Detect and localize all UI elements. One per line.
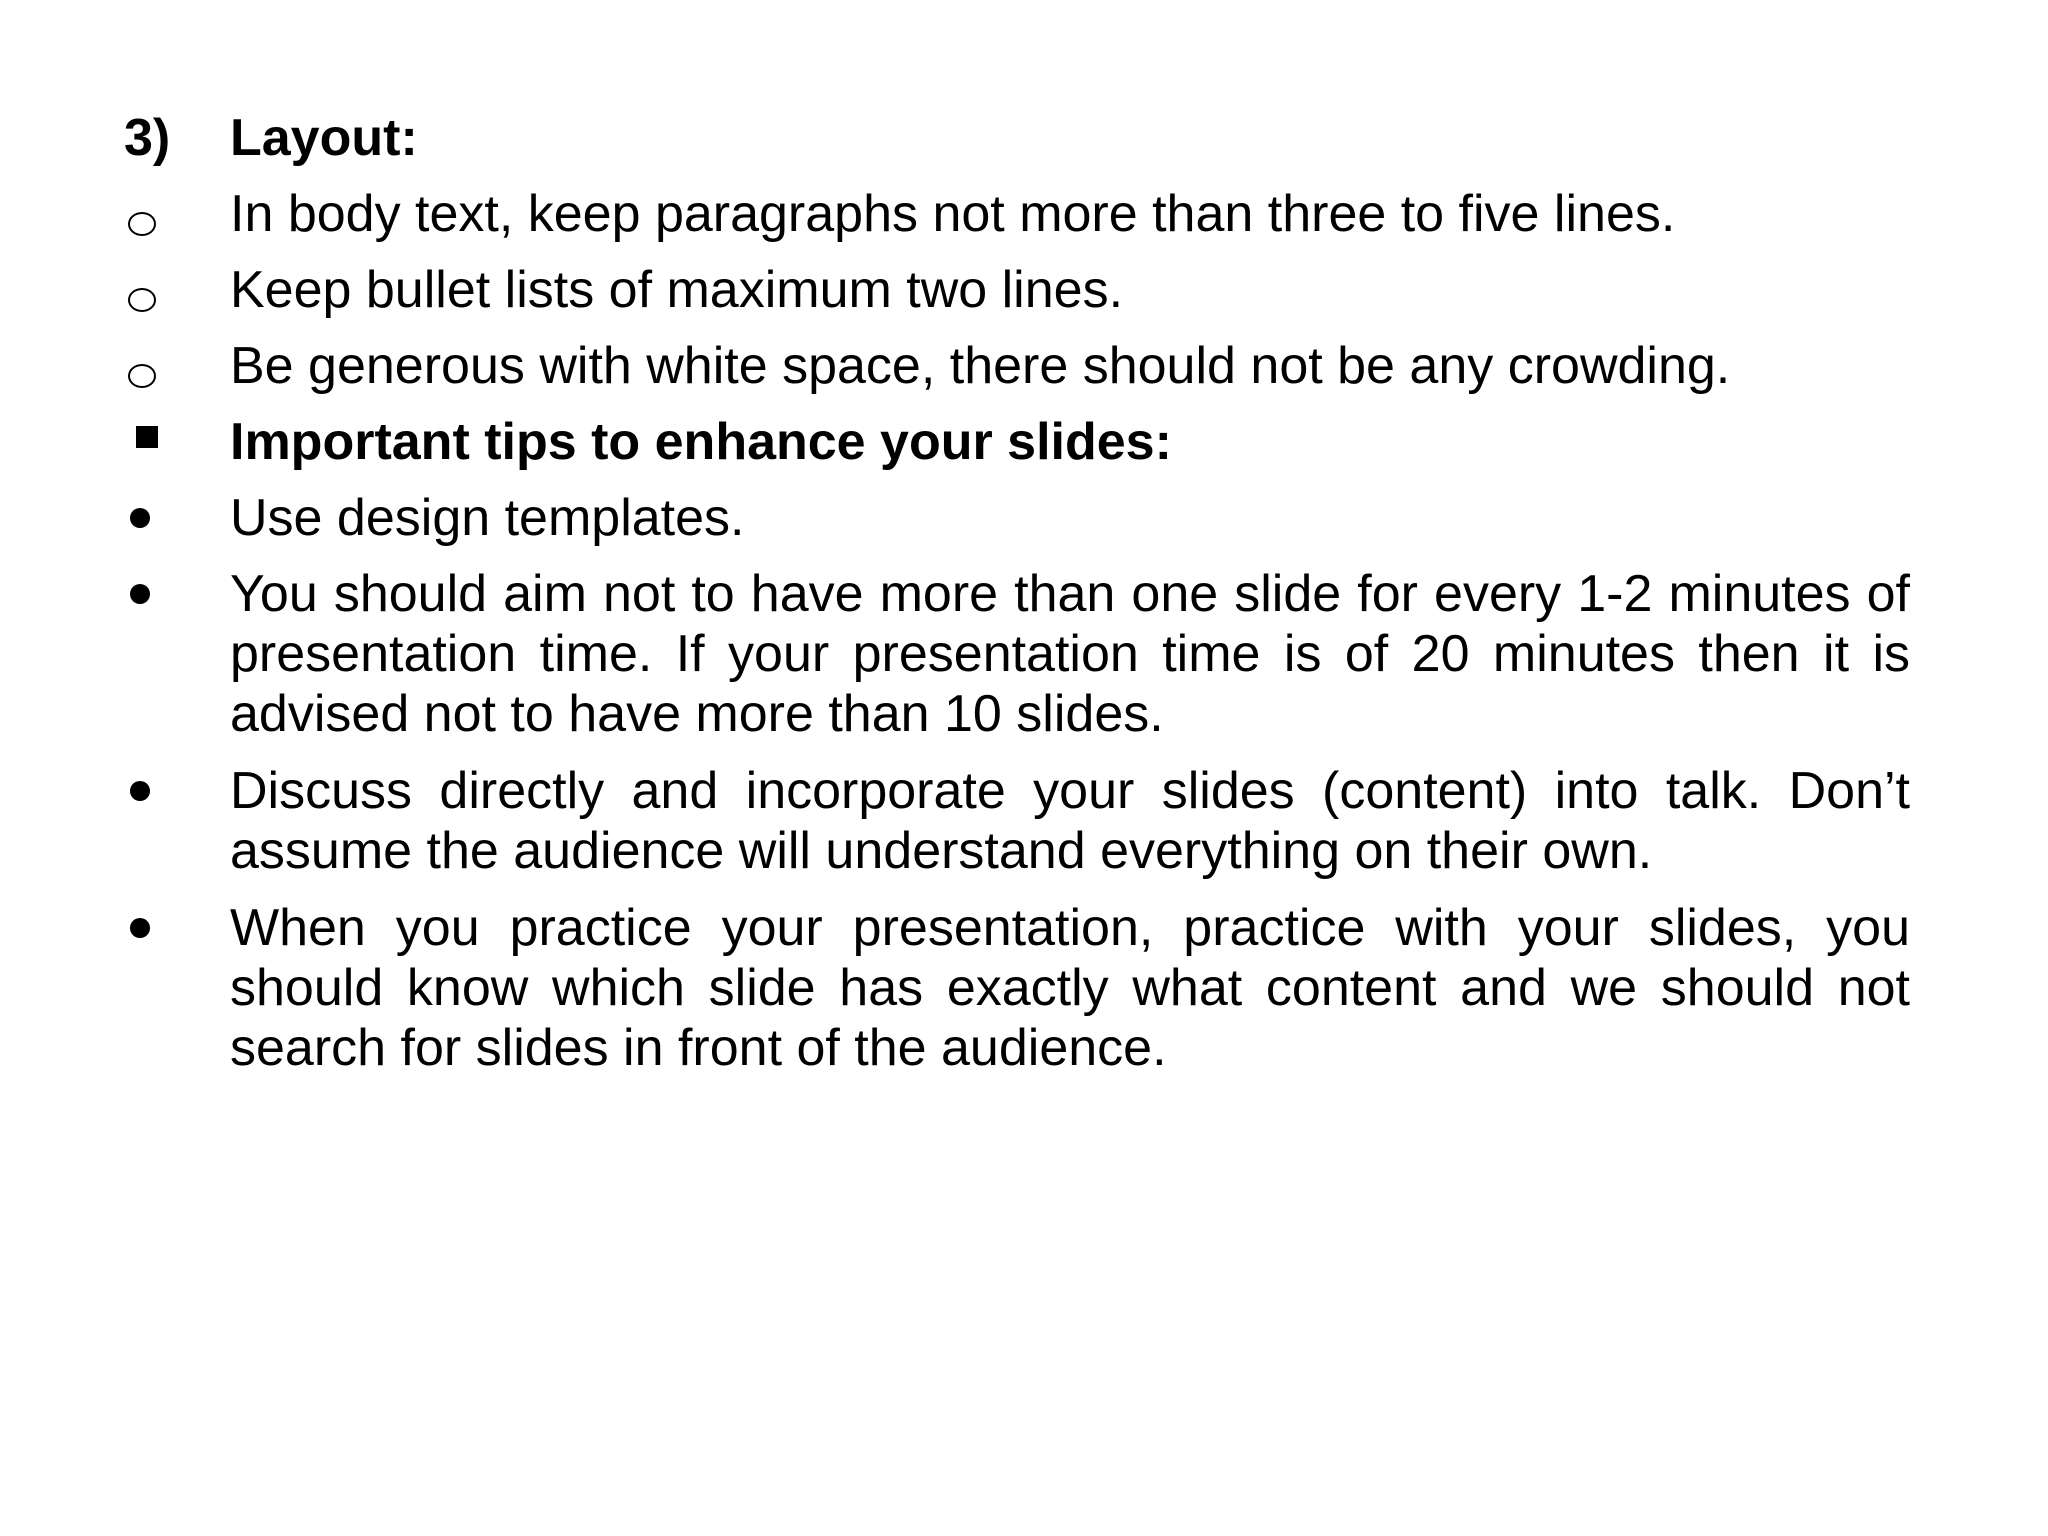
hollow-circle-bullet-icon — [124, 184, 214, 244]
square-bullet-icon — [124, 412, 214, 472]
list-item-text: When you practice your presentation, practice with your slides, you should know which slide has exactly what content and we should not search for slides in front of the audience. — [230, 899, 1910, 1077]
section-number: 3) — [124, 109, 171, 167]
list-item — [124, 761, 1910, 881]
list-item — [124, 564, 1910, 744]
filled-dot-bullet-icon — [124, 488, 214, 548]
slide-content — [124, 108, 1910, 1078]
hollow-circle-bullet-icon — [124, 260, 214, 320]
filled-dot-bullet-icon — [124, 898, 214, 958]
list-item-text: You should aim not to have more than one slide for every 1-2 minutes of presentation time. If your presentation time is of 20 minutes then it is advised not to have more than 10 slides. — [230, 565, 1910, 743]
list-item-text: Discuss directly and incorporate your slides (content) into talk. Don’t assume the audience will understand everything on their own. — [230, 762, 1910, 880]
list-item-text: Keep bullet lists of maximum two lines. — [230, 261, 1124, 319]
list-item-text: Be generous with white space, there should not be any crowding. — [230, 337, 1731, 395]
section-title: Layout: — [230, 109, 418, 167]
filled-dot-bullet-icon — [124, 761, 214, 821]
tips-heading-text: Important tips to enhance your slides: — [230, 413, 1172, 471]
tips-heading — [124, 412, 1910, 472]
section-heading — [124, 108, 1910, 168]
hollow-circle-bullet-icon — [124, 336, 214, 396]
list-item — [124, 898, 1910, 1078]
list-item — [124, 488, 1910, 548]
list-item — [124, 260, 1910, 320]
list-item — [124, 184, 1910, 244]
filled-dot-bullet-icon — [124, 564, 214, 624]
list-item — [124, 336, 1910, 396]
list-item-text: In body text, keep paragraphs not more than three to five lines. — [230, 185, 1676, 243]
list-item-text: Use design templates. — [230, 489, 745, 547]
